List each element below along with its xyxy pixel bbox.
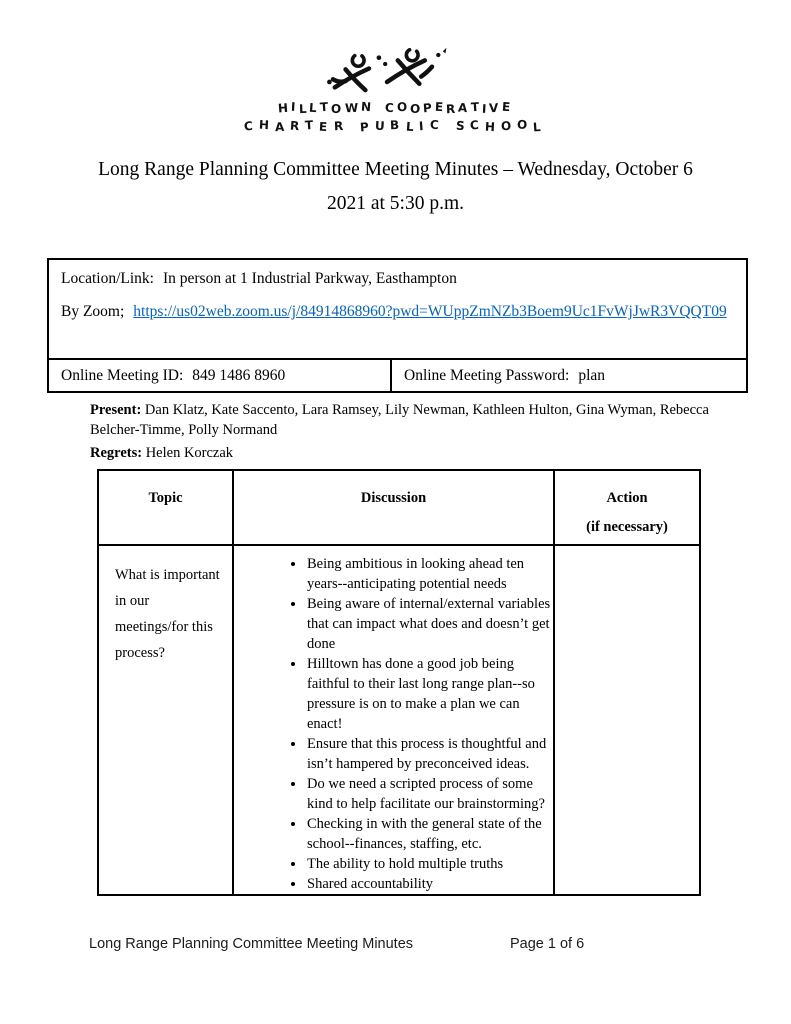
table-row xyxy=(98,545,700,895)
discussion-bullet: • Being ambitious in looking ahead ten years--anticipating potential needs xyxy=(306,554,553,594)
action-cell xyxy=(554,545,700,895)
document-title-line1: Long Range Planning Committee Meeting Minutes – Wednesday, October 6 xyxy=(98,159,693,180)
page-footer xyxy=(0,936,791,956)
action-column-header xyxy=(554,470,700,545)
discussion-bullet: • Being aware of internal/external variables that can impact what does and doesn’t get done xyxy=(306,594,553,654)
present-value: Dan Klatz, Kate Saccento, Lara Ramsey, Lily Newman, Kathleen Hulton, Gina Wyman, Rebecca Belcher-Timme, Polly Normand xyxy=(90,402,709,438)
discussion-bullet: • The ability to hold multiple truths xyxy=(306,854,553,874)
meeting-info-table xyxy=(47,258,748,393)
zoom-line xyxy=(61,303,734,321)
meeting-id-label: Online Meeting ID: xyxy=(61,366,184,384)
location-line xyxy=(61,270,734,288)
present-label: Present: xyxy=(90,402,142,418)
meeting-id-cell xyxy=(48,359,391,392)
zoom-meeting-link[interactable]: https://us02web.zoom.us/j/84914868960?pwd=WUppZmNZb3Boem9Uc1FvWjJwR3VQQT09 xyxy=(133,303,727,320)
minutes-table xyxy=(97,469,701,896)
action-header-line1: Action xyxy=(606,490,648,506)
school-name-line1: HILLTOWN COOPERATIVE xyxy=(277,99,514,117)
meeting-password-cell xyxy=(391,359,747,392)
meeting-password-label: Online Meeting Password: xyxy=(404,366,570,384)
discussion-bullet: • Checking in with the general state of the school--finances, staffing, etc. xyxy=(306,814,553,854)
discussion-bullet: • Ensure that this process is thoughtful and isn’t hampered by preconceived ideas. xyxy=(306,734,553,774)
discussion-bullet: • Do we need a scripted process of some kind to help facilitate our brainstorming? xyxy=(306,774,553,814)
discussion-bullet: • Hilltown has done a good job being faithful to their last long range plan--so pressure is on to make a plan we can enact! xyxy=(306,654,553,734)
discussion-bullet: • Shared accountability xyxy=(306,874,553,894)
regrets-label: Regrets: xyxy=(90,445,143,461)
footer-document-title: Long Range Planning Committee Meeting Minutes xyxy=(89,936,414,952)
minutes-table-header-row xyxy=(98,470,700,545)
dancing-figures-icon xyxy=(316,46,476,100)
discussion-bullet-list xyxy=(234,554,553,894)
attendance-section xyxy=(90,400,715,463)
school-name-line2: CHARTER PUBLIC SCHOOL xyxy=(243,117,548,135)
discussion-column-header: Discussion xyxy=(233,470,554,545)
regrets-value: Helen Korczak xyxy=(145,445,234,461)
school-logo xyxy=(0,0,791,133)
document-title xyxy=(42,153,749,221)
document-title-line2: 2021 at 5:30 p.m. xyxy=(326,193,465,214)
topic-cell: What is important in our meetings/for this process? xyxy=(98,545,233,895)
footer-page-number: Page 1 of 6 xyxy=(510,936,585,952)
discussion-cell xyxy=(233,545,554,895)
present-line xyxy=(90,400,715,440)
action-header-line2: (if necessary) xyxy=(586,519,668,535)
meeting-password-value: plan xyxy=(578,366,606,384)
topic-column-header: Topic xyxy=(98,470,233,545)
regrets-line xyxy=(90,443,715,463)
location-value: In person at 1 Industrial Parkway, Easthampton xyxy=(162,270,457,287)
meeting-id-value: 849 1486 8960 xyxy=(192,366,286,384)
location-label: Location/Link: xyxy=(61,270,154,287)
location-cell xyxy=(48,259,747,359)
zoom-label: By Zoom; xyxy=(61,303,125,320)
